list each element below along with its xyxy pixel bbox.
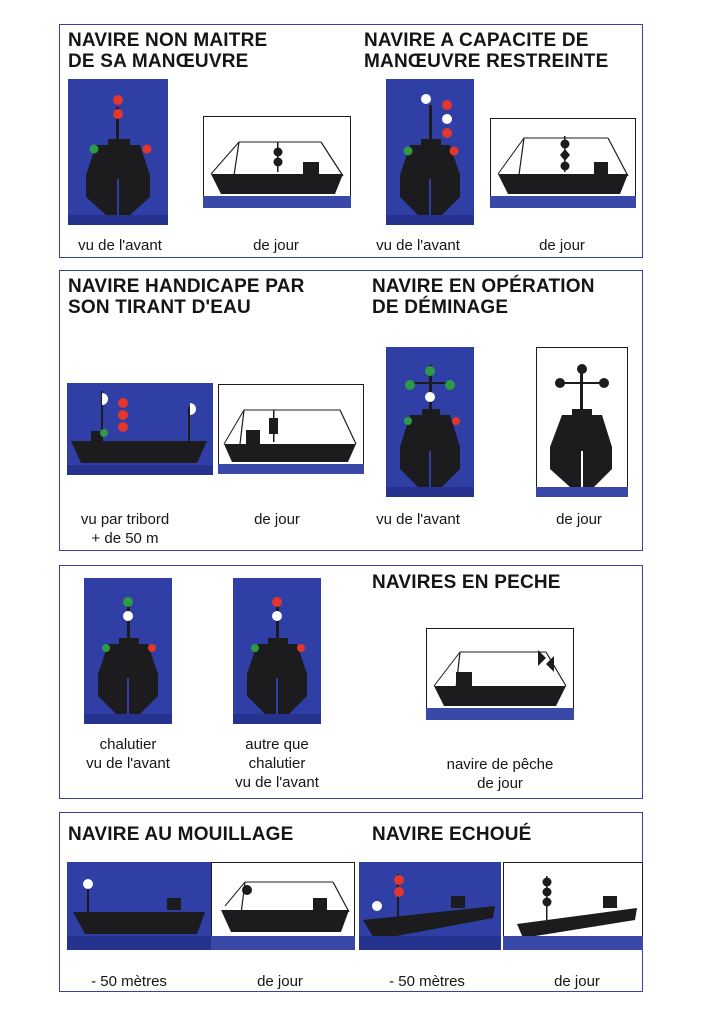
ram-front-night-illustration [386,79,474,225]
fishing-vessel-day-illustration [426,628,574,720]
caption-anchored-night: - 50 mètres [91,973,167,990]
caption-nuc-day: de jour [253,237,299,254]
caption-mine-clearance-front: vu de l'avant [376,511,460,528]
section-title-restricted-maneuver: NAVIRE A CAPACITE DE MANŒUVRE RESTREINTE [364,30,609,72]
caption-anchored-day: de jour [257,973,303,990]
section-title-aground: NAVIRE ECHOUÉ [372,824,532,845]
caption-other-fishing-front: autre que chalutier vu de l'avant [235,736,319,791]
caption-fishing-vessel-day: navire de pêche de jour [446,756,554,792]
section-title-at-anchor: NAVIRE AU MOUILLAGE [68,824,294,845]
anchored-night-illustration [67,862,211,950]
cbd-day-illustration [218,384,364,474]
nuc-day-illustration [203,116,351,208]
section-title-mine-clearance: NAVIRE EN OPÉRATION DE DÉMINAGE [372,276,595,318]
trawler-front-night-illustration [84,578,172,724]
caption-mine-clearance-day: de jour [556,511,602,528]
aground-night-illustration [359,862,501,950]
caption-trawler-front: chalutier vu de l'avant [86,736,170,772]
caption-aground-night: - 50 mètres [389,973,465,990]
mine-clearance-front-night-illustration [386,347,474,497]
aground-day-illustration [503,862,643,950]
other-fishing-front-night-illustration [233,578,321,724]
caption-ram-front: vu de l'avant [376,237,460,254]
caption-cbd-starboard: vu par tribord + de 50 m [80,511,170,547]
section-title-not-under-command: NAVIRE NON MAITRE DE SA MANŒUVRE [68,30,268,72]
cbd-starboard-night-illustration [67,383,213,475]
section-title-fishing-vessels: NAVIRES EN PECHE [372,572,561,593]
section-title-constrained-by-draught: NAVIRE HANDICAPE PAR SON TIRANT D'EAU [68,276,305,318]
caption-ram-day: de jour [539,237,585,254]
anchored-day-illustration [211,862,355,950]
caption-cbd-day: de jour [254,511,300,528]
mine-clearance-day-illustration [536,347,628,497]
nuc-front-night-illustration [68,79,168,225]
ram-day-illustration [490,118,636,208]
caption-nuc-front: vu de l'avant [78,237,162,254]
caption-aground-day: de jour [554,973,600,990]
